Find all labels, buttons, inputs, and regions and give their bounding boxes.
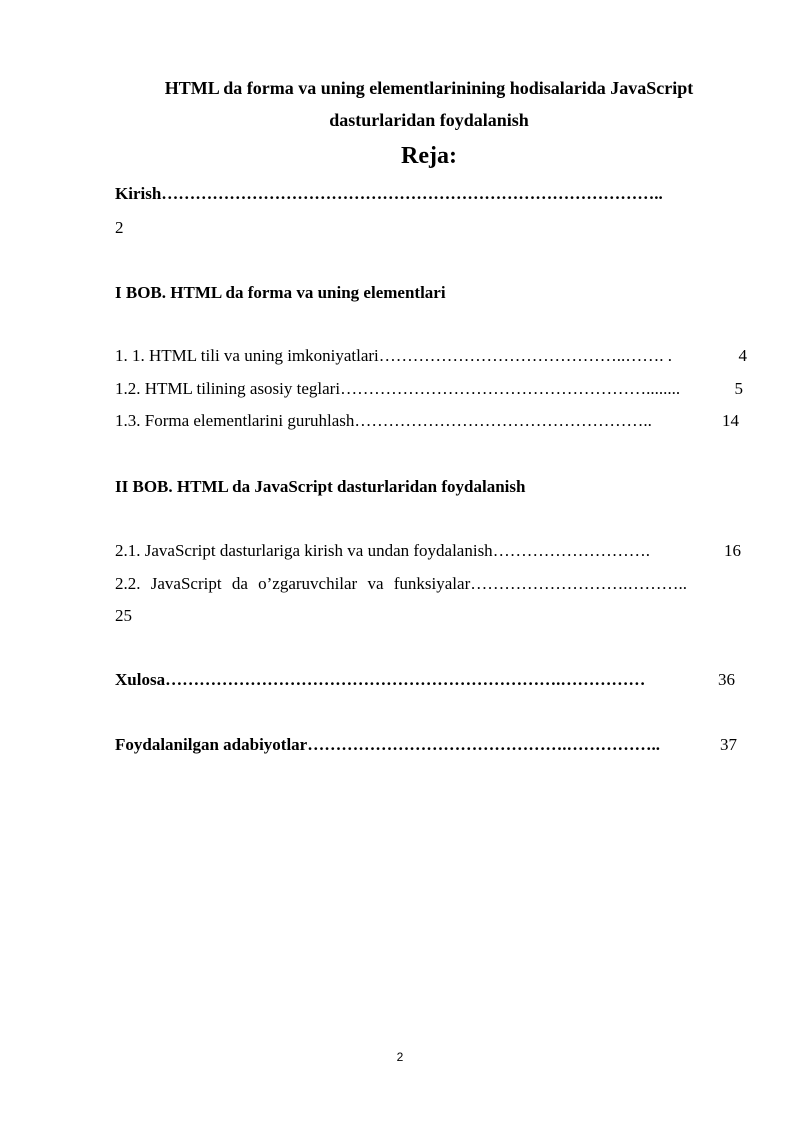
toc-item-1-1 [115, 345, 747, 367]
toc-conclusion-label: Xulosa [115, 670, 166, 689]
toc-item-1-2 [115, 378, 743, 400]
toc-item-dots: ………………………. [492, 541, 650, 560]
toc-references-label: Foydalanilgan adabiyotlar [115, 735, 308, 754]
toc-references [115, 734, 737, 756]
toc-intro-page: 2 [115, 218, 124, 237]
plan-heading: Reja: [401, 143, 457, 169]
toc-item-dots: ……………………….……….. [470, 574, 687, 593]
toc-item-label: 1. 1. HTML tili va uning imkoniyatlari [115, 346, 379, 365]
toc-item-dots: …………………………………………….. [354, 411, 652, 430]
toc-item-2-1 [115, 540, 741, 562]
toc-intro [115, 183, 745, 205]
toc-item-page: 4 [738, 346, 747, 365]
page-number: 2 [396, 1050, 404, 1064]
toc-conclusion-dots: …………………………………………………………….…………… [165, 670, 646, 689]
toc-conclusion [115, 669, 735, 691]
toc-intro-label: Kirish [115, 184, 162, 203]
toc-references-page: 37 [720, 735, 737, 754]
toc-conclusion-page: 36 [718, 670, 735, 689]
toc-item-page: 5 [734, 379, 743, 398]
toc-item-2-2 [115, 573, 745, 595]
toc-item-1-3 [115, 410, 739, 432]
chapter-2-heading: II BOB. HTML da JavaScript dasturlaridan foydalanish [115, 477, 526, 496]
chapter-1-heading: I BOB. HTML da forma va uning elementlari [115, 283, 446, 302]
toc-item-dots: ……………………………………..……. . [378, 346, 673, 365]
toc-item-label: 2.2. JavaScript da o’zgaruvchilar va funksiyalar [115, 574, 471, 593]
toc-item-page: 14 [722, 411, 739, 430]
toc-item-label: 2.1. JavaScript dasturlariga kirish va undan foydalanish [115, 541, 493, 560]
toc-item-label: 1.3. Forma elementlarini guruhlash [115, 411, 355, 430]
toc-item-2-2-page: 25 [115, 606, 132, 625]
document-title [115, 72, 743, 136]
toc-item-page: 16 [724, 541, 741, 560]
toc-item-dots: ………………………………………………........ [340, 379, 681, 398]
title-line-1: HTML da forma va uning elementlarinining hodisalarida JavaScript [164, 78, 694, 98]
toc-references-dots: ……………………………………….…………….. [307, 735, 660, 754]
toc-item-label: 1.2. HTML tilining asosiy teglari [115, 379, 341, 398]
toc-intro-dots: …………………………………………………………………………….. [161, 184, 663, 203]
title-line-2: dasturlaridan foydalanish [329, 110, 529, 130]
